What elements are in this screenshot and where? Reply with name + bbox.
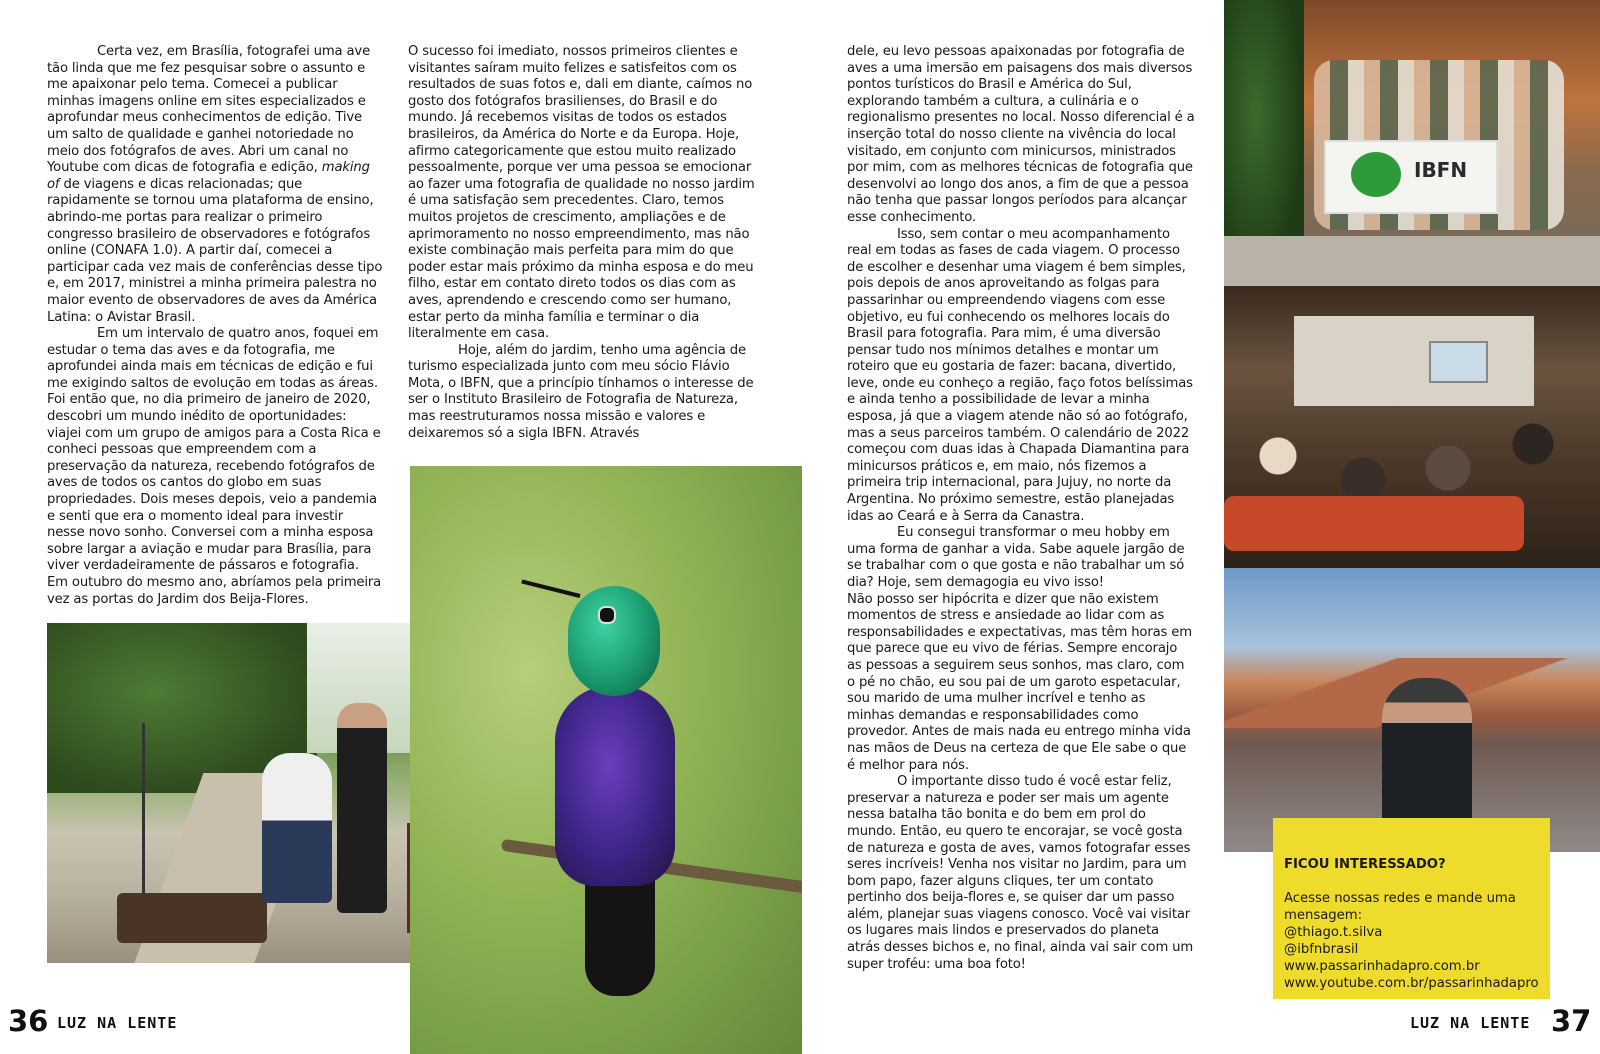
seated-man (262, 753, 332, 903)
bird-beak (521, 580, 580, 598)
paragraph: Eu consegui transformar o meu hobby em uma forma de ganhar a vida. Sabe aquele jargão de se trabalhar com o que gosta e não trabalhar um só dia? Hoje, sem demagogia eu vivo isso! (847, 525, 1185, 590)
group-photo (1224, 0, 1600, 286)
paragraph: Hoje, além do jardim, tenho uma agência de turismo especializada junto com meu sócio Flávio Mota, o IBFN, que a princípio tínhamos o interesse de ser o Instituto Brasileiro de Fotografia de Natureza, mas reestruturamos nossa missão e valores e deixaremos só a sigla IBFN. Através (408, 342, 754, 441)
contact-info-box (1273, 818, 1550, 999)
projection-screen (1429, 341, 1488, 383)
info-text: Acesse nossas redes e mande uma mensagem: (1284, 891, 1516, 923)
paragraph: dele, eu levo pessoas apaixonadas por fotografia de aves a uma imersão em paisagens dos mais diversos pontos turísticos do Brasil e América do Sul, explorando também a cultura, a culinária e o regionalismo presentes no local. Nosso diferencial é a inserção total do nosso cliente na vivência do local visitado, em conjunto com minicursos, ministrados por mim, com as melhores técnicas de fotografia que desenvolvi ao longo dos anos, a fim de que a pessoa não tenha que passar longos períodos para alcançar esse conhecimento. (847, 44, 1195, 225)
website-link[interactable]: www.passarinhadapro.com.br (1284, 959, 1480, 974)
wall (1294, 316, 1534, 406)
garden-table (117, 893, 267, 943)
article-column-1 (47, 44, 383, 608)
instagram-handle[interactable]: @thiago.t.silva (1284, 925, 1383, 940)
mountain-portrait-photo (1224, 568, 1600, 852)
magazine-name-left: LUZ NA LENTE (57, 1014, 178, 1032)
instagram-handle[interactable]: @ibfnbrasil (1284, 942, 1359, 957)
info-heading: FICOU INTERESSADO? (1284, 857, 1446, 872)
magazine-name-right: LUZ NA LENTE (1410, 1014, 1531, 1032)
camera-tripod (142, 723, 145, 913)
page-number-left: 36 (8, 1004, 49, 1038)
article-column-3 (847, 44, 1195, 973)
paragraph: Não posso ser hipócrita e dizer que não existem momentos de stress e ansiedade ao lidar com as responsabilidades e expectativas, mas têm horas em que parece que eu vivo de férias. Sempre encorajo as pessoas a seguirem seus sonhos, mas claro, com o pé no chão, eu sou pai de um garoto espetacular, sou marido de uma mulher incrível e tenho as minhas demandas e responsabilidades como provedor. Antes de mais nada eu entrego minha vida nas mãos de Deus na certeza de que Ele sabe o que é melhor para nós. (847, 591, 1192, 773)
standing-man (337, 703, 387, 913)
bird-body (555, 686, 675, 886)
page-number-right: 37 (1551, 1004, 1592, 1038)
bird-eye (598, 606, 616, 624)
paragraph: Em outubro do mesmo ano, abríamos pela primeira vez as portas do Jardim dos Beija-Flores. (47, 575, 382, 607)
paragraph: Isso, sem contar o meu acompanhamento real em todas as fases de cada viagem. O processo de escolher e desenhar uma viagem é bem simples, pois depois de anos aproveitando as folgas para passarinhar ou empreendendo viagens com esse objetivo, eu fui conhecendo os melhores locais do Brasil para fotografia. Para mim, é uma diversão pensar tudo nos mínimos detalhes e montar um roteiro que eu gostaria de fazer: bacana, divertido, leve, onde eu conheço a região, faço fotos belíssimas e ainda tenho a possibilidade de levar a minha esposa, já que a viagem atende não só ao fotógrafo, mas a seus parceiros também. O calendário de 2022 começou com duas idas à Chapada Diamantina para minicursos práticos e, em maio, nós fizemos a primeira trip internacional, para Jujuy, no norte da Argentina. No próximo semestre, estão planejadas idas ao Ceará e à Serra da Canastra. (847, 226, 1193, 524)
ibfn-banner (1324, 140, 1498, 214)
youtube-link[interactable]: www.youtube.com.br/passarinhadapro (1284, 976, 1539, 991)
paragraph: Em um intervalo de quatro anos, foquei em estudar o tema das aves e da fotografia, me aprofundei ainda mais em técnicas de edição e fui me exigindo saltos de evolução em todas as áreas. Foi então que, no dia primeiro de janeiro de 2020, descobri um mundo inédito de oportunidades: viajei com um grupo de amigos para a Costa Rica e conheci pessoas que empreendem com a preservação da natureza, recebendo fotógrafos de aves de todos os cantos do globo em suas propriedades. Dois meses depois, veio a pandemia e senti que era o momento ideal para investir nesse novo sonho. Conversei com a minha esposa sobre largar a aviação e mudar para Brasília, para viver verdadeiramente de pássaros e fotografia. (47, 326, 381, 574)
paragraph: Certa vez, em Brasília, fotografei uma ave tão linda que me fez pesquisar sobre o assunto e me apaixonar pelo tema. Comecei a publicar minhas imagens online em sites especializados e aprofundar meus conhecimentos de edição. Tive um salto de qualidade e ganhei notoriedade no meio dos fotógrafos de aves. Abri um canal no Youtube com dicas de fotografia e edição, making of de viagens e dicas relacionadas; que rapidamente se tornou uma plataforma de ensino, abrindo-me portas para realizar o primeiro congresso brasileiro de observadores e fotógrafos online (CONAFA 1.0). A partir daí, comecei a participar cada vez mais de conferências desse tipo e, em 2017, ministrei a minha primeira palestra no maior evento de observadores de aves da América Latina: o Avistar Brasil. (47, 44, 383, 325)
banner-text: IBFN (1414, 158, 1468, 182)
brazil-flag-logo-icon (1351, 152, 1401, 197)
paragraph: O importante disso tudo é você estar feliz, preservar a natureza e poder ser mais um agente nessa batalha tão bonita e do bem em prol do mundo. Então, eu quero te encorajar, se você gosta de natureza e gosta de aves, vamos fotografar esses seres incríveis! Venha nos visitar no Jardim, para um bom papo, fazer alguns cliques, ter um contato pertinho dos beija-flores e, se quiser dar um passo além, planejar suas viagens conosco. Você vai visitar os lugares mais lindos e preservados do planeta atrás desses bichos e, no final, ainda vai sair com um super troféu: uma boa foto! (847, 774, 1194, 972)
workshop-photo (1224, 286, 1600, 568)
bird-head (568, 586, 660, 696)
ground (1224, 236, 1600, 286)
paragraph: O sucesso foi imediato, nossos primeiros clientes e visitantes saíram muito felizes e satisfeitos com os resultados de suas fotos e, dali em diante, caímos no gosto dos fotógrafos brasilienses, do Brasil e do mundo. Já recebemos visitas de todos os estados brasileiros, da América do Norte e da Europa. Hoje, afirmo categoricamente que estou muito realizado pessoalmente, porque ver uma pessoa se emocionar ao fazer uma fotografia de qualidade no nosso jardim é uma satisfação sem precedentes. Claro, temos muitos projetos de crescimento, ampliações e de aprimoramento no nosso empreendimento, mas não existe combinação mais perfeita para mim do que poder estar mais próximo da minha esposa e do meu filho, estar em contato direto todos os dias com as aves, aprendendo e crescendo como ser humano, estar perto da minha família e terminar o dia literalmente em casa. (408, 44, 755, 342)
article-column-2 (408, 44, 756, 442)
red-sofa (1224, 496, 1524, 551)
hummingbird-photo (410, 466, 802, 1054)
